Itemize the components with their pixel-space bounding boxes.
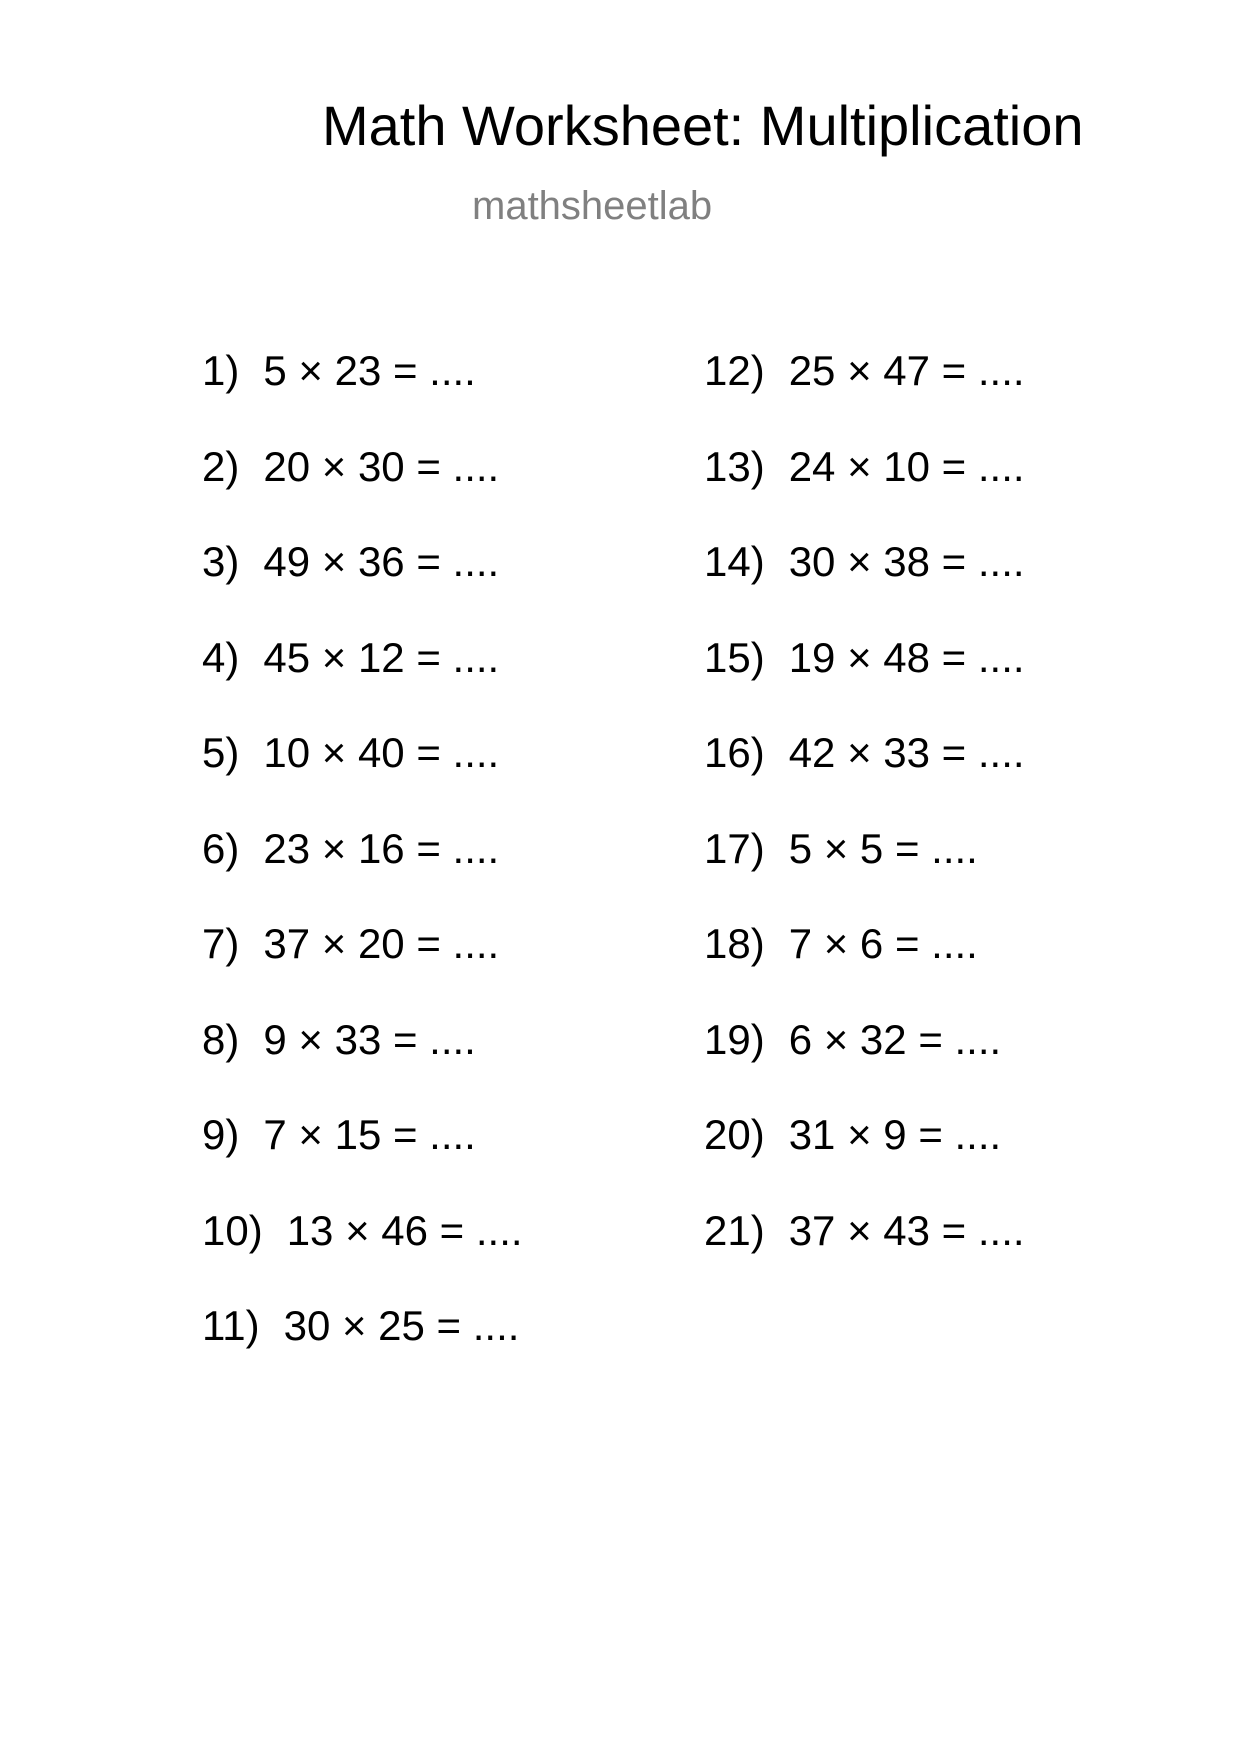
problem-expression: 31 × 9 = .... [788,1111,1002,1158]
problem-number: 18) [704,920,765,967]
problem-expression: 30 × 38 = .... [788,538,1025,585]
problem-expression: 30 × 25 = .... [283,1302,520,1349]
problem-item [704,1111,1002,1158]
problem-number: 10) [202,1206,263,1254]
problem-number: 12) [704,347,765,394]
problem-expression: 13 × 46 = .... [286,1206,523,1254]
problem-item [202,538,500,585]
problem-number: 19) [704,1015,765,1063]
problem-item [704,347,1025,394]
problem-item [202,1015,476,1063]
problem-item [704,633,1025,681]
problem-item [704,1015,1002,1063]
problem-item [202,729,500,776]
problem-item [704,824,978,872]
problem-number: 21) [704,1206,765,1254]
problem-expression: 9 × 33 = .... [263,1015,476,1063]
problem-expression: 20 × 30 = .... [263,442,500,490]
problem-number: 5) [202,729,240,776]
problem-item [202,1302,520,1349]
problem-expression: 10 × 40 = .... [263,729,500,776]
problem-number: 2) [202,442,240,490]
problem-expression: 45 × 12 = .... [263,633,500,681]
problem-number: 11) [202,1302,260,1349]
problem-number: 1) [202,347,240,394]
problem-number: 17) [704,824,765,872]
problem-number: 8) [202,1015,240,1063]
problem-expression: 23 × 16 = .... [263,824,500,872]
worksheet-title: Math Worksheet: Multiplication [322,94,1084,157]
problem-item [704,442,1025,490]
problem-number: 14) [704,538,765,585]
problem-expression: 37 × 20 = .... [263,920,500,967]
problem-expression: 6 × 32 = .... [788,1015,1002,1063]
problem-item [202,1111,476,1158]
problem-number: 15) [704,633,765,681]
problem-number: 13) [704,442,765,490]
problem-item [202,920,500,967]
worksheet-subtitle: mathsheetlab [472,184,713,228]
problem-item [202,824,500,872]
problem-item [202,1206,523,1254]
problem-expression: 5 × 5 = .... [788,824,978,872]
problem-expression: 25 × 47 = .... [788,347,1025,394]
problem-number: 4) [202,633,240,681]
problem-item [704,920,978,967]
problem-number: 9) [202,1111,240,1158]
problem-number: 3) [202,538,240,585]
problem-number: 6) [202,824,240,872]
problem-expression: 24 × 10 = .... [788,442,1025,490]
problem-expression: 42 × 33 = .... [788,729,1025,776]
problem-expression: 49 × 36 = .... [263,538,500,585]
problem-item [202,347,476,394]
problem-item [704,1206,1025,1254]
problem-item [202,633,500,681]
problem-item [704,729,1025,776]
problem-expression: 37 × 43 = .... [788,1206,1025,1254]
problem-item [202,442,500,490]
problem-number: 20) [704,1111,765,1158]
problem-expression: 5 × 23 = .... [263,347,476,394]
problem-expression: 19 × 48 = .... [788,633,1025,681]
problem-number: 16) [704,729,765,776]
problem-number: 7) [202,920,240,967]
problem-item [704,538,1025,585]
problem-expression: 7 × 15 = .... [263,1111,476,1158]
problem-expression: 7 × 6 = .... [788,920,978,967]
